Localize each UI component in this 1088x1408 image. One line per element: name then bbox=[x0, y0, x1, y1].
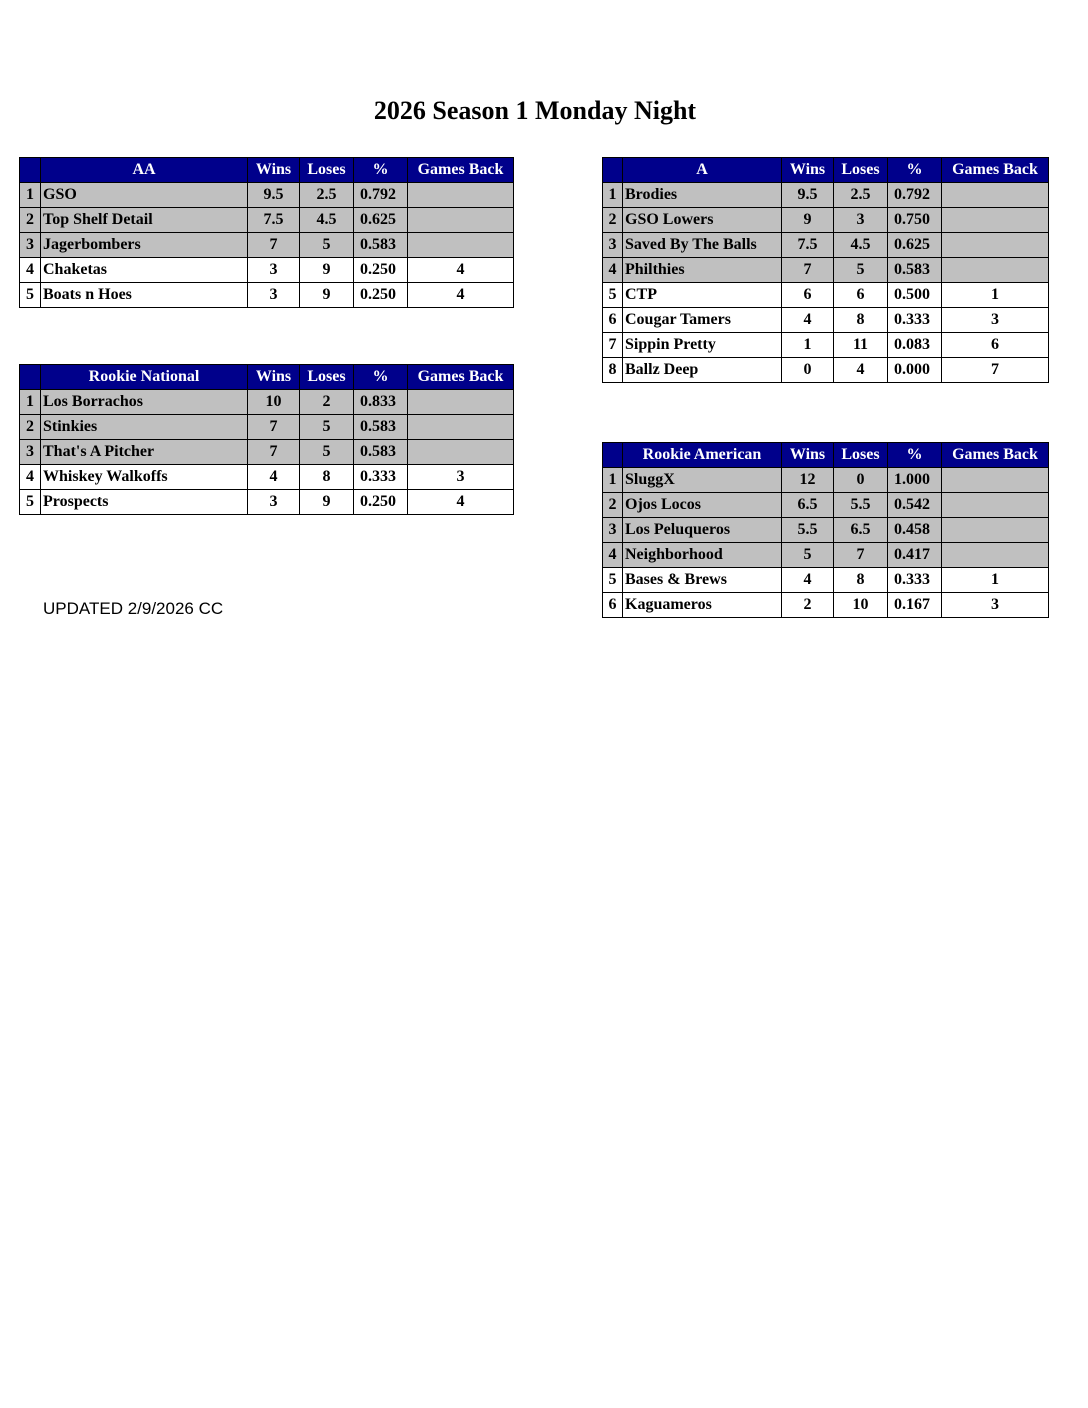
pct-cell: 1.000 bbox=[888, 468, 942, 493]
loses-cell: 4.5 bbox=[834, 233, 888, 258]
table-row bbox=[603, 283, 1049, 308]
rank-cell: 2 bbox=[20, 415, 41, 440]
updated-note: UPDATED 2/9/2026 CC bbox=[43, 599, 224, 618]
team-name-cell: Los Borrachos bbox=[41, 390, 248, 415]
pct-cell: 0.625 bbox=[888, 233, 942, 258]
games-back-cell bbox=[942, 493, 1049, 518]
loses-cell: 5.5 bbox=[834, 493, 888, 518]
games-back-cell: 1 bbox=[942, 283, 1049, 308]
games-back-cell: 3 bbox=[942, 593, 1049, 618]
rank-cell: 6 bbox=[603, 308, 623, 333]
loses-cell: 8 bbox=[834, 308, 888, 333]
pct-cell: 0.250 bbox=[354, 490, 408, 515]
loses-header: Loses bbox=[834, 158, 888, 183]
games-back-cell bbox=[408, 183, 514, 208]
pct-cell: 0.583 bbox=[888, 258, 942, 283]
rank-cell: 2 bbox=[603, 493, 623, 518]
division-name: AA bbox=[41, 158, 248, 183]
team-name-cell: Philthies bbox=[623, 258, 782, 283]
wins-cell: 7 bbox=[248, 233, 300, 258]
rank-cell: 1 bbox=[603, 183, 623, 208]
table-row bbox=[603, 233, 1049, 258]
games-back-cell bbox=[942, 208, 1049, 233]
wins-cell: 4 bbox=[782, 568, 834, 593]
team-name-cell: Ballz Deep bbox=[623, 358, 782, 383]
games-back-cell: 4 bbox=[408, 490, 514, 515]
standings-table-aa bbox=[19, 157, 514, 308]
pct-cell: 0.417 bbox=[888, 543, 942, 568]
table-row bbox=[20, 183, 514, 208]
games-back-cell bbox=[942, 258, 1049, 283]
games-back-cell: 4 bbox=[408, 258, 514, 283]
games-back-header: Games Back bbox=[408, 158, 514, 183]
table-row bbox=[20, 415, 514, 440]
team-name-cell: Top Shelf Detail bbox=[41, 208, 248, 233]
pct-cell: 0.250 bbox=[354, 283, 408, 308]
games-back-cell: 3 bbox=[408, 465, 514, 490]
wins-cell: 10 bbox=[248, 390, 300, 415]
loses-cell: 4.5 bbox=[300, 208, 354, 233]
pct-cell: 0.625 bbox=[354, 208, 408, 233]
wins-cell: 4 bbox=[248, 465, 300, 490]
team-name-cell: That's A Pitcher bbox=[41, 440, 248, 465]
rank-cell: 5 bbox=[603, 568, 623, 593]
team-name-cell: Kaguameros bbox=[623, 593, 782, 618]
team-name-cell: SluggX bbox=[623, 468, 782, 493]
team-name-cell: Ojos Locos bbox=[623, 493, 782, 518]
pct-cell: 0.583 bbox=[354, 233, 408, 258]
games-back-cell bbox=[408, 208, 514, 233]
pct-cell: 0.583 bbox=[354, 415, 408, 440]
table-row bbox=[603, 568, 1049, 593]
loses-cell: 0 bbox=[834, 468, 888, 493]
games-back-cell bbox=[942, 543, 1049, 568]
wins-cell: 7.5 bbox=[782, 233, 834, 258]
pct-cell: 0.083 bbox=[888, 333, 942, 358]
standings-table-rookie-national bbox=[19, 364, 514, 515]
loses-cell: 9 bbox=[300, 283, 354, 308]
wins-cell: 5.5 bbox=[782, 518, 834, 543]
wins-cell: 9 bbox=[782, 208, 834, 233]
games-back-cell bbox=[942, 518, 1049, 543]
division-name: A bbox=[623, 158, 782, 183]
team-name-cell: Bases & Brews bbox=[623, 568, 782, 593]
table-row bbox=[603, 543, 1049, 568]
loses-cell: 7 bbox=[834, 543, 888, 568]
games-back-cell bbox=[942, 468, 1049, 493]
table-row bbox=[603, 358, 1049, 383]
games-back-cell bbox=[408, 415, 514, 440]
loses-cell: 2.5 bbox=[300, 183, 354, 208]
loses-cell: 5 bbox=[834, 258, 888, 283]
games-back-cell: 6 bbox=[942, 333, 1049, 358]
wins-cell: 6 bbox=[782, 283, 834, 308]
team-name-cell: Los Peluqueros bbox=[623, 518, 782, 543]
team-name-cell: Whiskey Walkoffs bbox=[41, 465, 248, 490]
wins-cell: 7 bbox=[248, 415, 300, 440]
games-back-cell bbox=[942, 183, 1049, 208]
loses-cell: 3 bbox=[834, 208, 888, 233]
wins-header: Wins bbox=[782, 443, 834, 468]
loses-cell: 5 bbox=[300, 415, 354, 440]
wins-cell: 6.5 bbox=[782, 493, 834, 518]
loses-cell: 2 bbox=[300, 390, 354, 415]
rank-cell: 4 bbox=[20, 465, 41, 490]
pct-cell: 0.000 bbox=[888, 358, 942, 383]
games-back-cell: 1 bbox=[942, 568, 1049, 593]
games-back-cell: 7 bbox=[942, 358, 1049, 383]
team-name-cell: Saved By The Balls bbox=[623, 233, 782, 258]
table-row bbox=[20, 465, 514, 490]
rank-cell: 7 bbox=[603, 333, 623, 358]
loses-header: Loses bbox=[834, 443, 888, 468]
pct-cell: 0.792 bbox=[888, 183, 942, 208]
rank-cell: 1 bbox=[20, 390, 41, 415]
wins-cell: 9.5 bbox=[248, 183, 300, 208]
pct-cell: 0.500 bbox=[888, 283, 942, 308]
games-back-cell: 4 bbox=[408, 283, 514, 308]
games-back-cell bbox=[408, 440, 514, 465]
table-row bbox=[20, 208, 514, 233]
wins-cell: 7.5 bbox=[248, 208, 300, 233]
wins-cell: 3 bbox=[248, 490, 300, 515]
standings-table-rookie-american bbox=[602, 442, 1049, 618]
loses-cell: 10 bbox=[834, 593, 888, 618]
table-row bbox=[603, 593, 1049, 618]
rank-header bbox=[20, 365, 41, 390]
rank-cell: 5 bbox=[603, 283, 623, 308]
table-row bbox=[20, 390, 514, 415]
pct-cell: 0.333 bbox=[354, 465, 408, 490]
table-row bbox=[603, 208, 1049, 233]
wins-cell: 3 bbox=[248, 258, 300, 283]
games-back-header: Games Back bbox=[942, 443, 1049, 468]
table-row bbox=[20, 233, 514, 258]
rank-header bbox=[20, 158, 41, 183]
team-name-cell: GSO Lowers bbox=[623, 208, 782, 233]
table-row bbox=[603, 333, 1049, 358]
team-name-cell: GSO bbox=[41, 183, 248, 208]
loses-cell: 2.5 bbox=[834, 183, 888, 208]
rank-cell: 3 bbox=[603, 233, 623, 258]
rank-cell: 3 bbox=[603, 518, 623, 543]
wins-cell: 0 bbox=[782, 358, 834, 383]
games-back-cell bbox=[408, 390, 514, 415]
rank-cell: 3 bbox=[20, 233, 41, 258]
loses-header: Loses bbox=[300, 365, 354, 390]
rank-cell: 1 bbox=[603, 468, 623, 493]
pct-cell: 0.542 bbox=[888, 493, 942, 518]
division-name: Rookie National bbox=[41, 365, 248, 390]
rank-cell: 1 bbox=[20, 183, 41, 208]
pct-cell: 0.167 bbox=[888, 593, 942, 618]
loses-cell: 4 bbox=[834, 358, 888, 383]
table-row bbox=[20, 283, 514, 308]
wins-cell: 9.5 bbox=[782, 183, 834, 208]
team-name-cell: Prospects bbox=[41, 490, 248, 515]
team-name-cell: Cougar Tamers bbox=[623, 308, 782, 333]
wins-cell: 7 bbox=[248, 440, 300, 465]
loses-cell: 8 bbox=[300, 465, 354, 490]
pct-cell: 0.583 bbox=[354, 440, 408, 465]
team-name-cell: Chaketas bbox=[41, 258, 248, 283]
wins-cell: 12 bbox=[782, 468, 834, 493]
pct-cell: 0.250 bbox=[354, 258, 408, 283]
rank-cell: 4 bbox=[603, 258, 623, 283]
games-back-header: Games Back bbox=[942, 158, 1049, 183]
pct-cell: 0.833 bbox=[354, 390, 408, 415]
rank-cell: 2 bbox=[603, 208, 623, 233]
wins-header: Wins bbox=[248, 158, 300, 183]
page-title: 2026 Season 1 Monday Night bbox=[373, 96, 697, 125]
table-row bbox=[20, 258, 514, 283]
division-name: Rookie American bbox=[623, 443, 782, 468]
loses-cell: 11 bbox=[834, 333, 888, 358]
games-back-cell: 3 bbox=[942, 308, 1049, 333]
wins-cell: 1 bbox=[782, 333, 834, 358]
table-row bbox=[603, 518, 1049, 543]
rank-cell: 4 bbox=[603, 543, 623, 568]
wins-cell: 4 bbox=[782, 308, 834, 333]
table-header-row bbox=[20, 158, 514, 183]
pct-cell: 0.458 bbox=[888, 518, 942, 543]
pct-header: % bbox=[888, 158, 942, 183]
team-name-cell: Jagerbombers bbox=[41, 233, 248, 258]
games-back-header: Games Back bbox=[408, 365, 514, 390]
wins-cell: 5 bbox=[782, 543, 834, 568]
rank-header bbox=[603, 158, 623, 183]
table-row bbox=[603, 468, 1049, 493]
pct-header: % bbox=[354, 158, 408, 183]
loses-cell: 9 bbox=[300, 490, 354, 515]
wins-cell: 7 bbox=[782, 258, 834, 283]
table-row bbox=[603, 308, 1049, 333]
pct-cell: 0.333 bbox=[888, 568, 942, 593]
pct-cell: 0.792 bbox=[354, 183, 408, 208]
team-name-cell: Boats n Hoes bbox=[41, 283, 248, 308]
pct-header: % bbox=[888, 443, 942, 468]
table-header-row bbox=[603, 443, 1049, 468]
wins-cell: 3 bbox=[248, 283, 300, 308]
rank-cell: 4 bbox=[20, 258, 41, 283]
rank-cell: 2 bbox=[20, 208, 41, 233]
pct-cell: 0.333 bbox=[888, 308, 942, 333]
loses-cell: 9 bbox=[300, 258, 354, 283]
loses-cell: 5 bbox=[300, 233, 354, 258]
loses-cell: 5 bbox=[300, 440, 354, 465]
team-name-cell: Neighborhood bbox=[623, 543, 782, 568]
table-header-row bbox=[20, 365, 514, 390]
table-header-row bbox=[603, 158, 1049, 183]
rank-cell: 8 bbox=[603, 358, 623, 383]
games-back-cell bbox=[942, 233, 1049, 258]
table-row bbox=[20, 490, 514, 515]
team-name-cell: CTP bbox=[623, 283, 782, 308]
wins-header: Wins bbox=[248, 365, 300, 390]
pct-header: % bbox=[354, 365, 408, 390]
loses-cell: 6.5 bbox=[834, 518, 888, 543]
table-row bbox=[20, 440, 514, 465]
table-row bbox=[603, 493, 1049, 518]
table-row bbox=[603, 258, 1049, 283]
table-row bbox=[603, 183, 1049, 208]
games-back-cell bbox=[408, 233, 514, 258]
team-name-cell: Brodies bbox=[623, 183, 782, 208]
rank-cell: 5 bbox=[20, 283, 41, 308]
wins-header: Wins bbox=[782, 158, 834, 183]
pct-cell: 0.750 bbox=[888, 208, 942, 233]
rank-header bbox=[603, 443, 623, 468]
loses-header: Loses bbox=[300, 158, 354, 183]
team-name-cell: Stinkies bbox=[41, 415, 248, 440]
standings-table-a bbox=[602, 157, 1049, 383]
rank-cell: 5 bbox=[20, 490, 41, 515]
rank-cell: 6 bbox=[603, 593, 623, 618]
wins-cell: 2 bbox=[782, 593, 834, 618]
loses-cell: 6 bbox=[834, 283, 888, 308]
team-name-cell: Sippin Pretty bbox=[623, 333, 782, 358]
loses-cell: 8 bbox=[834, 568, 888, 593]
rank-cell: 3 bbox=[20, 440, 41, 465]
